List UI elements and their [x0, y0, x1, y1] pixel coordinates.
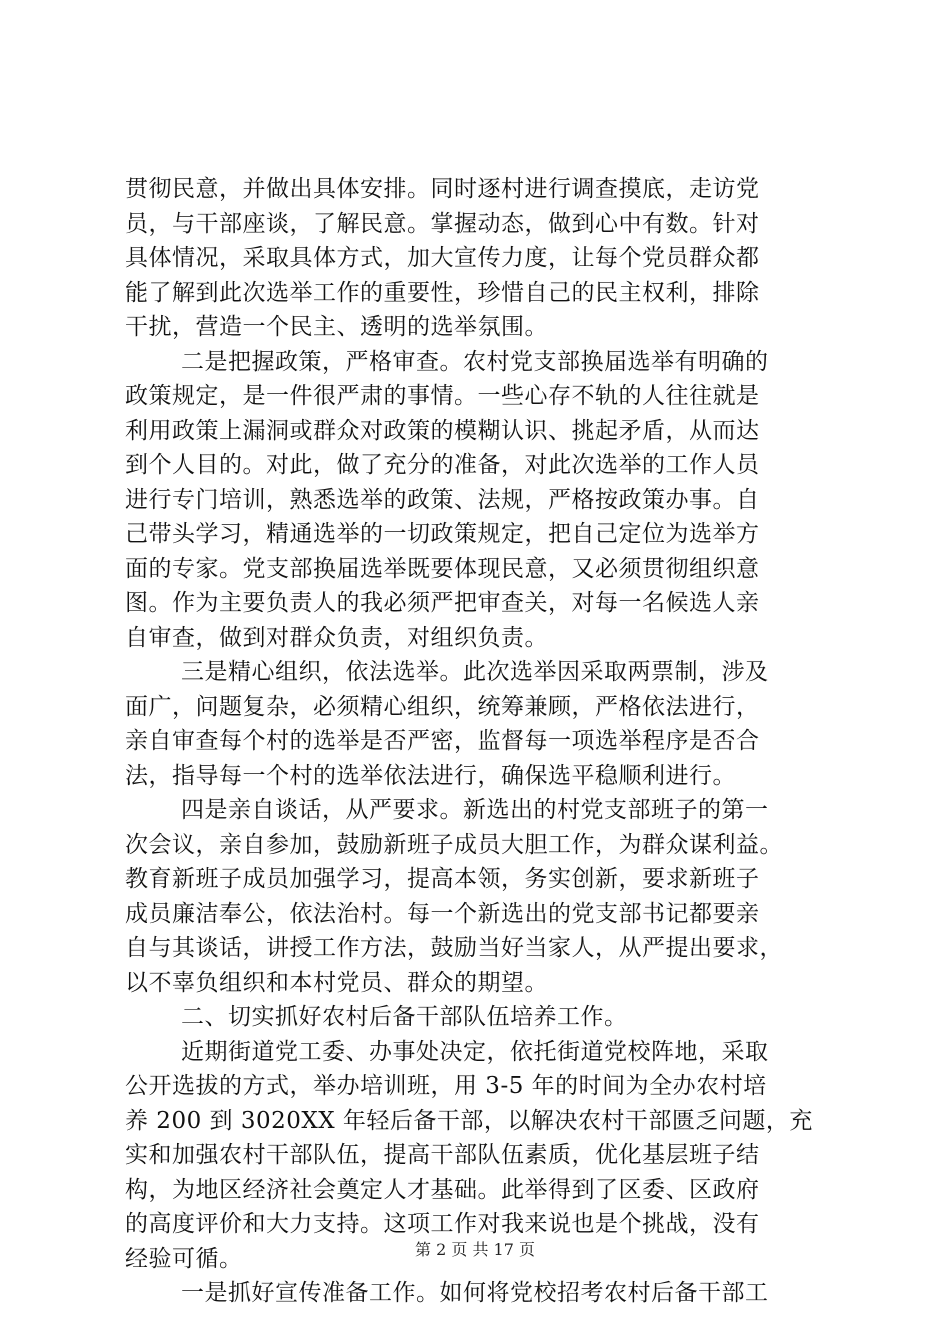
text-line: 面的专家。党支部换届选举既要体现民意，又必须贯彻组织意	[125, 555, 760, 582]
text-line: 干扰，营造一个民主、透明的选举氛围。	[125, 314, 548, 340]
text-line: 教育新班子成员加强学习，提高本领，务实创新，要求新班子	[125, 866, 760, 892]
page-number-label: 第 2 页 共 17 页	[415, 1240, 535, 1259]
text-line: 能了解到此次选举工作的重要性，珍惜自己的民主权利，排除	[125, 279, 760, 306]
text-line: 图。作为主要负责人的我必须严把审查关，对每一名候选人亲	[125, 590, 760, 616]
text-line: 政策规定，是一件很严肃的事情。一些心存不轨的人往往就是	[125, 383, 760, 409]
paragraph-start-line: 二是把握政策，严格审查。农村党支部换届选举有明确的	[181, 348, 769, 375]
paragraph-start-line: 四是亲自谈话，从严要求。新选出的村党支部班子的第一	[181, 797, 769, 823]
text-line: 面广，问题复杂，必须精心组织，统筹兼顾，严格依法进行，	[125, 693, 760, 720]
paragraph-start-line: 近期街道党工委、办事处决定，依托街道党校阵地，采取	[181, 1038, 769, 1065]
text-line: 法，指导每一个村的选举依法进行，确保选平稳顺利进行。	[125, 762, 736, 789]
text-line: 经验可循。	[125, 1245, 243, 1272]
text-line: 实和加强农村干部队伍，提高干部队伍素质，优化基层班子结	[125, 1142, 760, 1168]
text-line: 自与其谈话，讲授工作方法，鼓励当好当家人，从严提出要求，	[125, 935, 783, 961]
text-line: 进行专门培训，熟悉选举的政策、法规，严格按政策办事。自	[125, 486, 760, 513]
paragraph-start-line: 一是抓好宣传准备工作。如何将党校招考农村后备干部工	[181, 1280, 769, 1306]
text-line: 具体情况，采取具体方式，加大宣传力度，让每个党员群众都	[125, 245, 760, 271]
text-line: 利用政策上漏洞或群众对政策的模糊认识、挑起矛盾，从而达	[125, 417, 760, 444]
body-text	[125, 172, 830, 1311]
text-line: 以不辜负组织和本村党员、群众的期望。	[125, 969, 548, 996]
text-line: 亲自审查每个村的选举是否严密，监督每一项选举程序是否合	[125, 728, 760, 754]
text-line: 养 200 到 3020XX 年轻后备干部，以解决农村干部匮乏问题，充	[125, 1107, 813, 1134]
text-line: 自审查，做到对群众负责，对组织负责。	[125, 624, 548, 651]
text-line: 员，与干部座谈，了解民意。掌握动态，做到心中有数。针对	[125, 210, 760, 237]
section-heading: 二、切实抓好农村后备干部队伍培养工作。	[181, 1004, 628, 1030]
text-line: 构，为地区经济社会奠定人才基础。此举得到了区委、区政府	[125, 1176, 760, 1203]
paragraph-start-line: 三是精心组织，依法选举。此次选举因采取两票制，涉及	[181, 659, 769, 685]
text-line: 次会议，亲自参加，鼓励新班子成员大胆工作，为群众谋利益。	[125, 831, 783, 858]
text-line: 成员廉洁奉公，依法治村。每一个新选出的党支部书记都要亲	[125, 900, 760, 927]
text-line: 己带头学习，精通选举的一切政策规定，把自己定位为选举方	[125, 521, 760, 547]
page-footer	[0, 1240, 950, 1260]
text-line: 的高度评价和大力支持。这项工作对我来说也是个挑战，没有	[125, 1211, 760, 1237]
text-line: 公开选拔的方式，举办培训班，用 3-5 年的时间为全办农村培	[125, 1073, 767, 1099]
text-line: 到个人目的。对此，做了充分的准备，对此次选举的工作人员	[125, 452, 760, 478]
text-line: 贯彻民意，并做出具体安排。同时逐村进行调查摸底，走访党	[125, 176, 760, 202]
